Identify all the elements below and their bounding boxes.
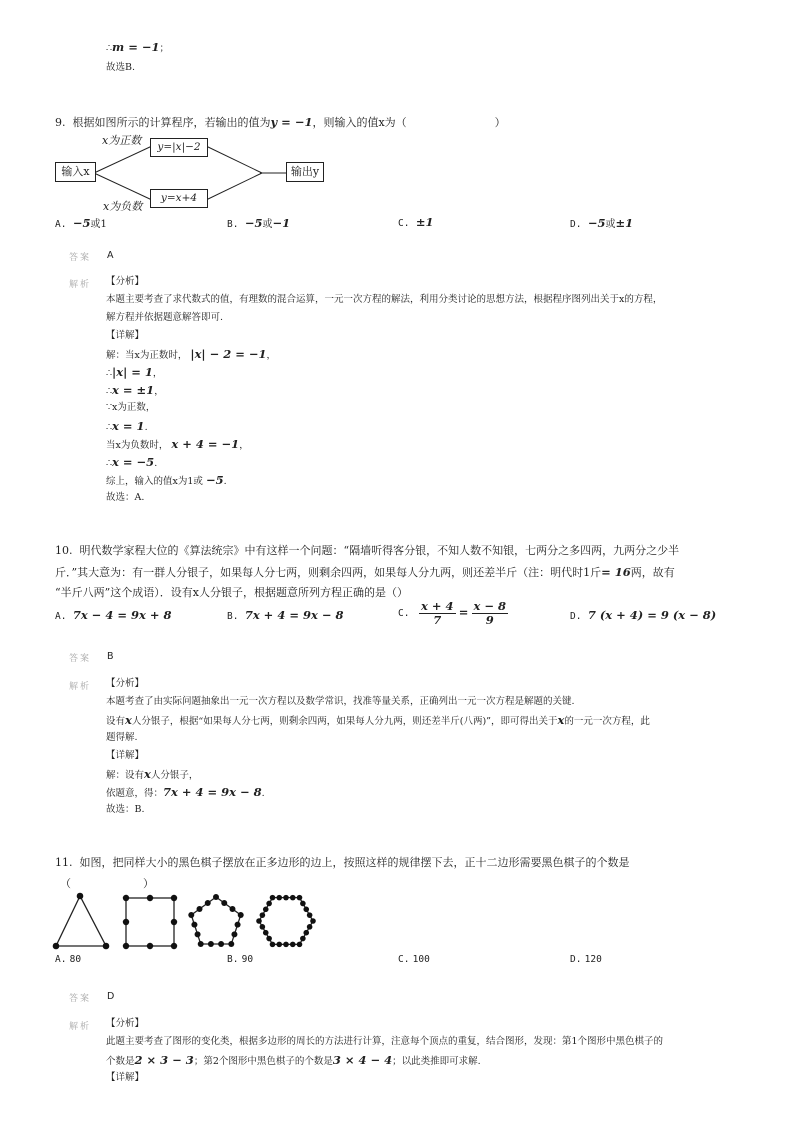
chess-piece [147, 943, 153, 949]
chess-piece [310, 918, 316, 924]
prev-solution-line: ∴m = −1； [106, 40, 170, 54]
q10-analysis-tag: 解析 [69, 682, 92, 692]
chess-piece [218, 941, 224, 947]
chess-piece [235, 922, 241, 928]
q9-step: 综上，输入的值x为1或 −5. [106, 473, 227, 487]
chess-piece [147, 895, 153, 901]
chess-piece [283, 895, 289, 901]
q9-step: 当x为负数时， x + 4 = −1， [106, 437, 249, 451]
chess-piece [188, 912, 194, 918]
q10-option-b[interactable]: B. 7x + 4 = 9x − 8 [227, 608, 344, 622]
q11-option-a[interactable]: A. 80 [55, 954, 82, 965]
chess-piece [263, 907, 269, 913]
q9-detail-head: 【详解】 [106, 330, 145, 341]
chess-piece [228, 941, 234, 947]
q11-analysis-line-1: 此题主要考查了图形的变化类，根据多边形的周长的方法进行计算，注意每个顶点的重复，结合图形，发现：第1个图形中黑色棋子的 [106, 1036, 664, 1047]
q10-option-c[interactable]: C. $\frac{x + 4}{7}$ = $\frac{x - 8}{9}$ [398, 599, 507, 627]
q11-stem-paren: （ ） [60, 877, 154, 890]
flow-lower-condition: x为负数 [103, 200, 143, 213]
flow-upper-condition: x为正数 [102, 134, 142, 147]
pentagon-figure [188, 894, 243, 947]
q10-analysis-line-3: 题得解. [106, 732, 138, 743]
chess-piece [238, 912, 244, 918]
chess-piece [283, 942, 289, 948]
triangle-figure [53, 893, 110, 950]
chess-piece [205, 900, 211, 906]
chess-piece [303, 930, 309, 936]
q11-option-b[interactable]: B. 90 [227, 954, 254, 965]
q9-option-c[interactable]: C. ±1 [398, 215, 434, 229]
flow-input-box: 输入x [55, 162, 96, 182]
chess-piece [123, 895, 129, 901]
chess-piece [103, 943, 110, 950]
q10-answer-tag: 答案 [69, 654, 92, 664]
q10-step: 故选：B. [106, 804, 145, 815]
q10-analysis-line-2: 设有x人分银子，根据“如果每人分七两，则剩余四两，如果每人分九两，则还差半斤(八两)”，即可得出关于x的一元一次方程，此 [106, 713, 650, 727]
q9-option-b[interactable]: B. −5或−1 [227, 216, 291, 230]
chess-piece [195, 931, 201, 937]
chess-piece [300, 936, 306, 942]
chess-piece [171, 943, 177, 949]
chess-piece [171, 919, 177, 925]
q9-analysis-line-1: 本题主要考查了求代数式的值，有理数的混合运算，一元一次方程的解法，利用分类讨论的思想方法，根据程序图列出关于x的方程， [106, 294, 663, 305]
chess-piece [270, 942, 276, 948]
chess-piece [270, 895, 276, 901]
flow-line-input-upper [94, 146, 152, 173]
flow-line-input-lower [94, 173, 152, 200]
chess-piece [197, 906, 203, 912]
flow-lower-box: y=x+4 [150, 189, 208, 208]
square-figure [123, 895, 177, 949]
q10-step: 解：设有x人分银子， [106, 767, 199, 781]
flow-line-upper-output [206, 146, 262, 173]
q10-stem-line-2: 斤．”其大意为：有一群人分银子，如果每人分七两，则剩余四两，如果每人分九两，则还差半斤（注：明代时1斤= 16两，故有 [55, 565, 675, 579]
chess-piece [276, 942, 282, 948]
hexagon-figure [256, 895, 316, 947]
chess-piece [303, 907, 309, 913]
flow-upper-box: y=|x|−2 [150, 138, 208, 157]
q11-analysis-line-2: 个数是2 × 3 − 3；第2个图形中黑色棋子的个数是3 × 4 − 4；以此类推即可求解. [106, 1053, 481, 1067]
q10-step: 依题意，得：7x + 4 = 9x − 8. [106, 785, 265, 799]
chess-piece [198, 941, 204, 947]
chess-piece [123, 919, 129, 925]
q9-step: ∴x = −5. [106, 455, 158, 469]
q9-step: 解：当x为正数时， |x| − 2 = −1， [106, 347, 277, 361]
flow-output-box: 输出y [286, 162, 324, 182]
chess-piece [231, 931, 237, 937]
q9-analysis-line-2: 解方程并依据题意解答即可. [106, 312, 224, 323]
q9-analysis-tag: 解析 [69, 280, 92, 290]
chess-piece [213, 894, 219, 900]
q9-option-a[interactable]: A. −5或1 [55, 216, 107, 230]
q11-stem: 11. 如图，把同样大小的黑色棋子摆放在正多边形的边上，按照这样的规律摆下去，正十二边形需要黑色棋子的个数是 [55, 856, 630, 869]
chess-piece [260, 912, 266, 918]
chess-piece [266, 901, 272, 907]
q10-stem-line-3: “半斤八两”这个成语）．设有x人分银子，根据题意所列方程正确的是（） [55, 586, 408, 599]
q10-option-a[interactable]: A. 7x − 4 = 9x + 8 [55, 608, 172, 622]
chess-piece [263, 930, 269, 936]
chess-piece [290, 895, 296, 901]
chess-piece [266, 936, 272, 942]
q11-option-d[interactable]: D. 120 [570, 954, 602, 965]
chess-piece [297, 942, 303, 948]
q11-analysis-tag: 解析 [69, 1022, 92, 1032]
fraction-right: $\frac{x - 8}{9}$ [473, 599, 507, 627]
chess-piece [123, 943, 129, 949]
q9-analysis-head: 【分析】 [106, 276, 145, 287]
chess-piece [53, 943, 60, 950]
q10-analysis-line-1: 本题考查了由实际问题抽象出一元一次方程以及数学常识，找准等量关系，正确列出一元一次方程是解题的关键. [106, 696, 575, 707]
q9-stem: 9. 根据如图所示的计算程序，若输出的值为y = −1，则输入的值x为（ ） [55, 115, 506, 129]
q9-step: ∴x = 1. [106, 419, 148, 433]
q10-answer: B [107, 651, 114, 662]
q11-answer-tag: 答案 [69, 994, 92, 1004]
chess-piece [77, 893, 84, 900]
q9-step: ∴|x| = 1， [106, 365, 163, 379]
chess-piece [297, 895, 303, 901]
q11-answer: D [107, 991, 115, 1002]
chess-piece [221, 900, 227, 906]
q9-step: ∵x为正数， [106, 402, 156, 413]
chess-piece [171, 895, 177, 901]
q9-answer: A [107, 250, 114, 261]
q10-detail-head: 【详解】 [106, 750, 145, 761]
chess-piece [208, 941, 214, 947]
chess-piece [191, 922, 197, 928]
q10-option-d[interactable]: D. 7 (x + 4) = 9 (x − 8) [570, 608, 717, 622]
chess-piece [260, 924, 266, 930]
chess-piece [256, 918, 262, 924]
q9-step: 故选：A. [106, 492, 145, 503]
chess-piece [300, 901, 306, 907]
q11-analysis-head: 【分析】 [106, 1018, 145, 1029]
chess-piece [307, 924, 313, 930]
chess-piece [290, 942, 296, 948]
q9-step: ∴x = ±1， [106, 383, 164, 397]
q11-option-c[interactable]: C. 100 [398, 954, 430, 965]
chess-piece [307, 912, 313, 918]
q9-answer-tag: 答案 [69, 253, 92, 263]
chess-piece [276, 895, 282, 901]
flow-line-lower-output [206, 173, 262, 200]
q10-stem-line-1: 10. 明代数学家程大位的《算法统宗》中有这样一个问题：“隔墙听得客分银，不知人数不知银，七两分之多四两，九两分之少半 [55, 544, 680, 557]
q9-option-d[interactable]: D. −5或±1 [570, 216, 634, 230]
q11-polygon-pattern-figure [50, 888, 330, 956]
q11-detail-head: 【详解】 [106, 1072, 145, 1083]
q10-analysis-head: 【分析】 [106, 678, 145, 689]
prev-solution-conclusion: 故选B. [106, 62, 136, 73]
fraction-left: $\frac{x + 4}{7}$ [421, 599, 454, 627]
chess-piece [229, 906, 235, 912]
